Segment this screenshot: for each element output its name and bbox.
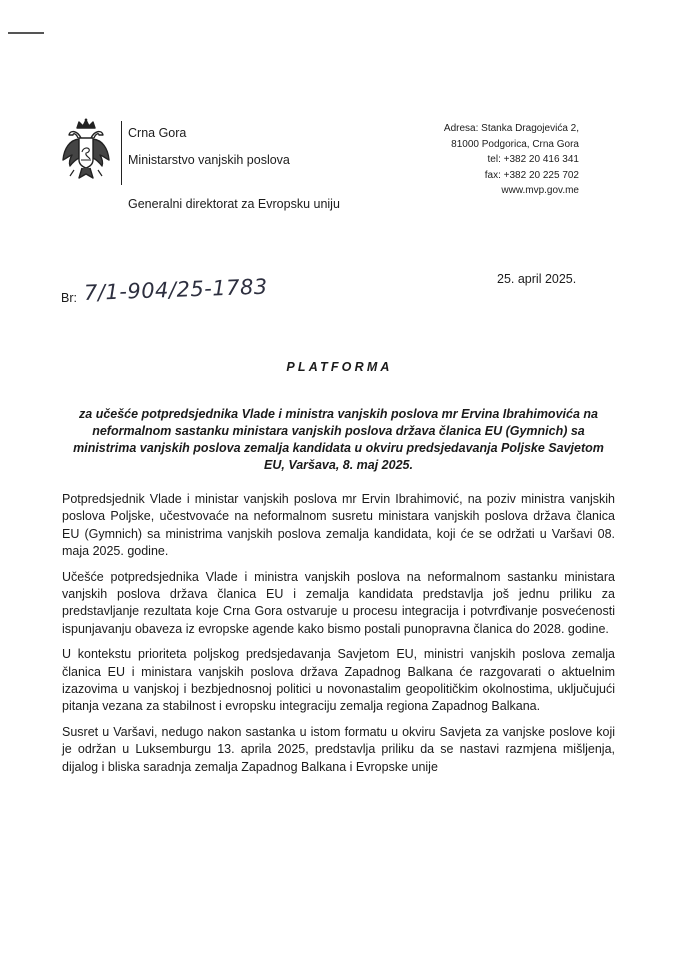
document-body — [62, 491, 615, 784]
body-paragraph-2: Učešće potpredsjednika Vlade i ministra vanjskih poslova na neformalnom sastanku ministara vanjskih poslova država članica EU i zemalja kandidata predstavlja još jednu priliku za predstavljanje rezultata koje Crna Gora ostvaruje u procesu integracija i potvrđivanje posvećenosti ispunjavanju obaveza iz evropske agende kako bismo postali punopravna članica do 2028. godine. — [62, 569, 615, 636]
reference-number-handwritten: 7/1-904/25-1783 — [83, 274, 269, 305]
document-date: 25. april 2025. — [497, 272, 577, 286]
contact-address-line1: Adresa: Stanka Dragojevića 2, — [443, 123, 579, 134]
contact-block — [444, 121, 579, 199]
contact-address-line2: 81000 Podgorica, Crna Gora — [451, 138, 579, 150]
document-title: PLATFORMA — [286, 360, 393, 374]
body-paragraph-1: Potpredsjednik Vlade i ministar vanjskih poslova mr Ervin Ibrahimović, na poziv ministra vanjskih poslova Poljske, učestvovaće na neformalnom susretu ministara vanjskih poslova država članica EU (Gymnich) sa ministrima vanjskih poslova zemalja kandidata, koji će se održati u Varšavi 08. maja 2025. godine. — [62, 492, 615, 558]
directorate-name: Generalni direktorat za Evropsku uniju — [128, 197, 340, 211]
header-divider — [121, 121, 122, 185]
contact-fax: fax: +382 20 225 702 — [484, 169, 579, 181]
contact-web: www.mvp.gov.me — [501, 185, 579, 196]
country-name: Crna Gora — [128, 126, 187, 140]
body-paragraph-4: Susret u Varšavi, nedugo nakon sastanka u istom formatu u okviru Savjeta za vanjske poslove koji je održan u Luksemburgu 13. aprila 2025, predstavlja priliku da se nastavi razmjena mišljenja, dijalog i bliska saradnja zemalja Zapadnog Balkana i Evropske unije — [62, 725, 615, 774]
reference-label: Br: — [61, 291, 77, 305]
document-subtitle: za učešće potpredsjednika Vlade i ministra vanjskih poslova mr Ervina Ibrahimovića na neformalnom sastanku ministara vanjskih poslova država članica EU (Gymnich) sa ministrima vanjskih poslova zemalja kandidata u okviru predsjedavanja Poljske Savjetom EU, Varšava, 8. maj 2025. — [73, 407, 604, 472]
ministry-name: Ministarstvo vanjskih poslova — [128, 153, 290, 167]
corner-mark — [8, 32, 44, 34]
body-paragraph-3: U kontekstu prioriteta poljskog predsjedavanja Savjetom EU, ministri vanjskih poslova zemalja članica EU i ministara vanjskih poslova država Zapadnog Balkana će razgovarati o aktuelnim izazovima u vanjskoj i bezbjednosnoj politici u novonastalim geopolitičkim okolnostima, uključujući pitanja vezana za stabilnost i evropsku integraciju zemalja regiona Zapadnog Balkana. — [62, 647, 615, 714]
contact-tel: tel: +382 20 416 341 — [487, 154, 579, 165]
montenegro-coat-of-arms-icon — [60, 118, 112, 184]
